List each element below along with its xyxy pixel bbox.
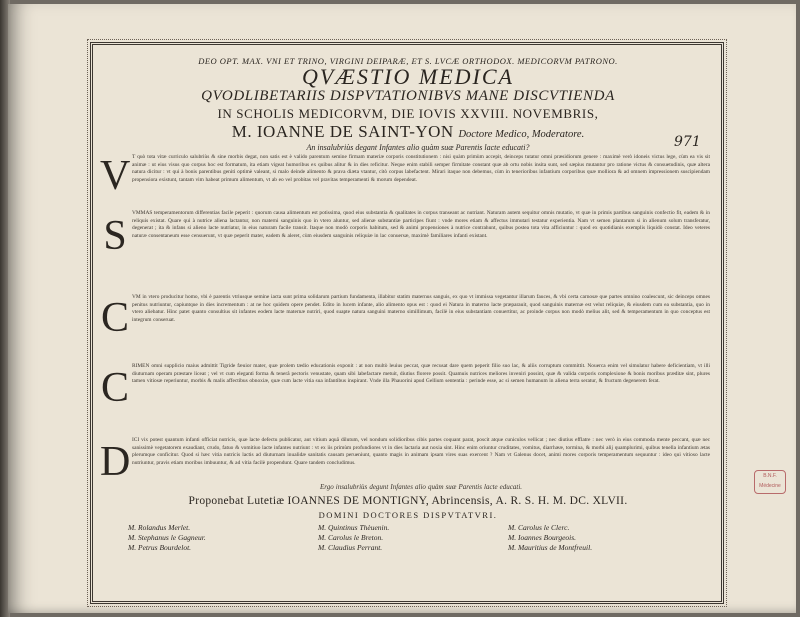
proponebat-line: Proponebat Lutetiæ IOANNES DE MONTIGNY, Abrincensis, A. R. S. H. M. DC. XLVII. [188, 495, 628, 507]
doctor-name: M. Ioannes Bourgeois. [508, 533, 577, 542]
doctors-list [128, 523, 688, 552]
thesis-question: An insalubriùs degant Infantes alio quàm suæ Parentis lacte educati? [306, 143, 530, 152]
doctor-name: M. Claudius Perrant. [318, 543, 383, 552]
page-title: QVÆSTIO MEDICA [302, 64, 514, 89]
paragraph-2: VMMAS temperamentorum differentias facile peperit : quorum causa alimentum est potissima, quod eius substantia & qualitates in corpus transeant ac nutriant. Naturam autem sequitur omnis mutatio, vt quæ in primis partibus sanguinis confectio fit, eadem & in reliquis existat. Quare qui à nutrice aliena lactantur, non materni sanguinis quo in vtero aluntur, sed alienæ substantiæ participes fiunt : vnde mores etiam & affectus immutari testatur experientia. Nam vt semen plantarum si in alienum solum transferatur, degenerat ; ita & infans si alieno lacte nutriatur, in eius naturam facile transit. Itaque non modò corporis habitum, sed & animi propensiones à nutrice contrahunt, quibus postea tota vita afficiuntur : quod ex quotidianis exemplis liquidò constat. Ideo veteres naturæ consentaneum esse censuerunt, vt quæ peperit mater, eadem & aleret, cùm eiusdem sanguinis reliquiæ in lac conuersæ, maximè familiares infanti existant. [132, 210, 710, 239]
doctor-name: M. Stephanus le Gagneur. [128, 533, 206, 542]
paragraph-3: VM in vtero producitur homo, vbi è parentis vtriusque semine iacta sunt prima solidarum partium fundamenta, illabitur statim maternus sanguis, ex quo vt immissa vegetantur illarum fauces, & vbi certa carnosæ que partes omnino coalescunt, sic deinceps omnes penitus nutriuntur, capiuntque in dies incrementum : at ne hoc quidem opere pendet. Edito in lucem infante, alio alimento opus est : quod ei Natura in materno lacte præparauit, quod sanguinis maternæ est velut reliquiæ, & eiusdem cum ea substantia, quo in vtero aliebatur. Hinc patet quanto consultius sit infantes eodem lacte maternæ nutriri, quod suapte natura sanguini materno simillimum, facilè in eius substantiam conuertitur, ac proinde corpus non modò melius alit, sed & temperamentum in quo conceptus est integrum conseruat. [132, 294, 710, 323]
doctor-name: M. Carolus le Clerc. [508, 523, 570, 532]
library-stamp: B.N.F. Médecine [754, 470, 786, 494]
drop-cap-c-1: C [100, 295, 129, 341]
drop-cap-c-2: C [100, 365, 129, 411]
drop-cap-d: D [100, 439, 131, 485]
moderator-name: M. IOANNE DE SAINT-YON [231, 122, 454, 141]
title-subline-2: IN SCHOLIS MEDICORVM, DIE IOVIS XXVIII. NOVEMBRIS, [217, 106, 599, 121]
doctor-name: M. Quintinus Thèuenin. [318, 523, 390, 532]
doctors-heading: DOMINI DOCTORES DISPVTATVRI. [318, 510, 498, 520]
dedication-line: DEO OPT. MAX. VNI ET TRINO, VIRGINI DEIPARÆ, ET S. LVCÆ ORTHODOX. MEDICORVM PATRONO. [198, 56, 618, 66]
doctor-name: M. Mauritius de Montfreuil. [508, 543, 593, 552]
folio-number: 971 [674, 134, 701, 150]
doctor-name: M. Rolandus Merlet. [128, 523, 191, 532]
doctor-name: M. Petrus Bourdelot. [128, 543, 192, 552]
paragraph-1: T quò tota vitæ curriculo salubriùs & sine morbis degat, non satis est è valido parentum semine firmam materiæ corporis constitutionem : nisi quàm primùm accepit, deinceps tutatur omni præsidiorum genere : maximè verò idoneis victus lege, cùm ea vis sit animæ : ut eius visus quo corpus hoc est formatum, ita etiam vigeat humoribus ex quibus alitur & in dies reficitur. Neque enim stabili semper firmitate constant quæ ab ortu nobis insita sunt, sed sæpius mutantur pro ratione victus & consuetudinis, quæ altera natura dicitur : vt qui à bonis parentibus geniti optimè valeant, si malo deinde alimento & prava diæta vtantur, citò corpus labefactent. Mirari itaque non debemus, cùm in tenerioribus infantium corporibus quæ molliora & ad omnem impressionem suscipiendam propensiora existunt, tantam vim habeat primum alimentum, vt ab eo vel probitas vel pravitas temperamenti & morum dependeat. [132, 154, 710, 183]
drop-cap-v: V [100, 153, 131, 199]
document-page [8, 4, 796, 613]
moderator-line [100, 122, 716, 144]
drop-cap-s: S [103, 213, 127, 259]
conclusion-line: Ergo insalubriùs degunt Infantes alio quàm suæ Parentis lacte educati. [319, 483, 523, 491]
doctor-name: M. Carolus le Breton. [318, 533, 384, 542]
moderator-role: Doctore Medico, Moderatore. [458, 129, 585, 140]
paragraph-4: RIMEN omni supplicio maius admittit Tigride fæuior mater, quæ prolem tædio educationis exponit : at non multò leuius peccat, quæ recusat dare quem peperit filio suo lac, & aliis corruptum committit. Nouerca enim vel simulatur habere deficientiam, vt illi diuturnam operam præstare liceat ; vel vt cum eleganti forma & tenerâ pectoris venustate, quam sibi labefactare metuit, diutius florere possit. Quamuis nutrices meliores inveniri possint, quæ & valida corporis complexione & bonis moribus præditæ sint, plures tamen vitiosæ reperiuntur, morbis & malis affectibus obnoxiæ, quæ cum lacte vitia sua infantibus inspirant. Vnde illa Phauorini apud Gellium sententia : perinde esse, ac si semen humanum in aliena terra seratur, & fructum degenerem ferat. [132, 363, 710, 384]
paragraph-5: ICI vix potest quantum infanti officiat nutricis, quæ lacte defectu publicatur, aut vitium aquâ dilutum, vel nondum solidioribus cibis partes coquant parat, poscit atque cuniculos vellicat ; nec diutius efflatre : nec verò in eius commoda mente peccant, quæ nec sanissimè vegetatorem exaudiant, crudo, fatuo & vomitiuo lacte infantes nutriunt : vt ex iis primùm profundiores vt in dies lactaria aut noxia sint. Hinc enim oriuntur cruditates, vomitus, diarrhææ, tormina, & morbi alij quamplurimi, quibus tenella infantium ætas plerumque conficitur. Quod si hæc vitia nutricis lactis ad diuturnam inualidæ sanitatis causam perueniunt, quanto magis in animam ipsam vires suas exercent ? Nam vt Galenus docet, animi mores corporis temperamentum sequuntur : ideo qui vitioso lacte nutriuntur, pravis etiam moribus imbuuntur, & ad vitia facilè propendunt. Quare tandem concludimus. [132, 437, 710, 466]
title-subline-1: QVODLIBETARIIS DISPVTATIONIBVS MANE DISCVTIENDA [201, 88, 615, 104]
